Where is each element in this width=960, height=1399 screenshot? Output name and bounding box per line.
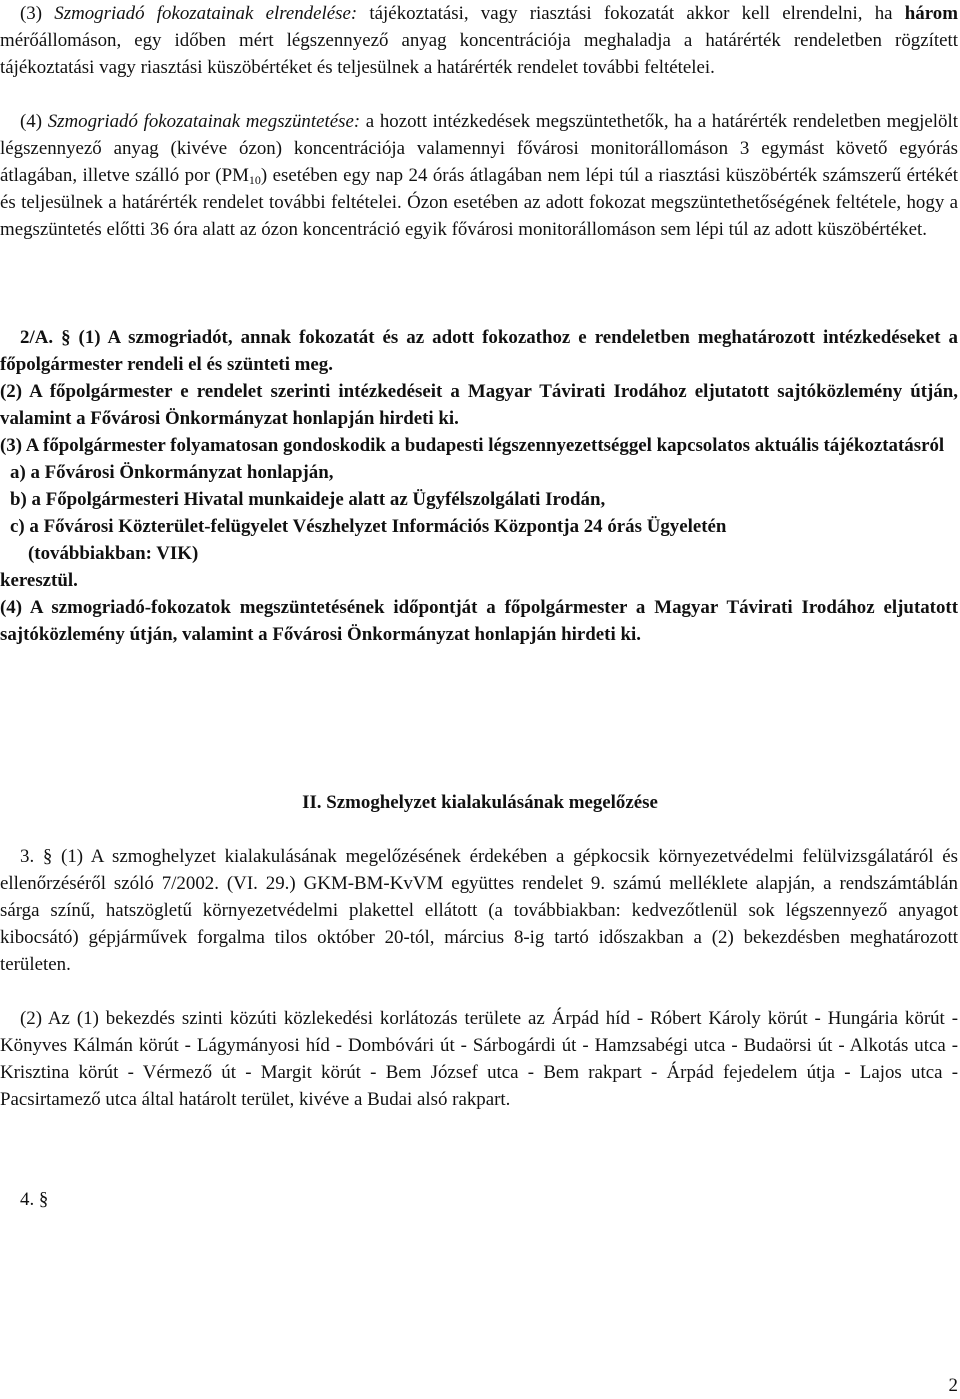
paragraph-text: tájékoztatási, vagy riasztási fokozatát akkor kell elrendelni, ha [369,3,893,24]
paragraph-4-termination [0,108,958,243]
list-closing: keresztül. [0,570,78,591]
paragraph-number: (4) [20,111,43,132]
section-4-start: 4. § [20,1189,49,1210]
paragraph-text: a hozott intézkedések megszüntethetők, ha a határérték rendeletben megjelölt légszennyező anyag (kivéve ózon) koncentrációja valamennyi fővárosi monitorállomáson 3 egymást követő egyórás átlagában, illetve szálló por (PM [0,111,958,186]
list-item: c) a Fővárosi Közterület-felügyelet Vészhelyzet Információs Központja 24 órás Ügyeletén [10,516,727,537]
section-2a-paragraph-2: (2) A főpolgármester e rendelet szerinti intézkedéseit a Magyar Távirati Irodához eljutatott sajtóközlemény útján, valamint a Fővárosi Önkormányzat honlapján hirdeti ki. [0,381,958,429]
page-number: 2 [948,1375,958,1396]
paragraph-title: Szmogriadó fokozatainak elrendelése: [54,3,358,24]
paragraph-3-activation [0,0,958,81]
chapter-heading: II. Szmoghelyzet kialakulásának megelőzése [302,792,658,813]
paragraph-text: ) esetében egy nap 24 órás átlagában nem lépi túl a riasztási küszöbérték számszerű értékét és teljesülnek a határérték rendelet további feltételei. Ózon esetében az adott fokozat megszüntethetőségének feltétele, hogy a megszüntetés előtti 36 óra alatt az ózon koncentráció egyik fővárosi monitorállomáson sem lépi túl az adott küszöbértéket. [0,165,958,240]
section-3-paragraph-1: 3. § (1) A szmoghelyzet kialakulásának megelőzésének érdekében a gépkocsik környezetvédelmi felülvizsgálatáról és ellenőrzéséről szóló 7/2002. (VI. 29.) GKM-BM-KvVM együttes rendelet 9. számú melléklete alapján, a rendszámtáblán sárga színű, hatszögletű környezetvédelmi plakettel ellátott (a továbbiakban: kedvezőtlenül sok légszennyező anyagot kibocsátó) gépjárművek forgalma tilos október 20-tól, március 8-ig tartó időszakban a (2) bekezdésben meghatározott területen. [0,846,958,975]
emphasized-word: három [904,3,958,24]
section-2a-paragraph-3: (3) A főpolgármester folyamatosan gondoskodik a budapesti légszennyezettséggel kapcsolatos aktuális tájékoztatásról [0,435,945,456]
paragraph-number: (3) [20,3,43,24]
section-2a [0,324,958,648]
section-2a-paragraph-4: (4) A szmogriadó-fokozatok megszüntetésének időpontját a főpolgármester a Magyar Távirati Irodához eljutatott sajtóközlemény útján, valamint a Fővárosi Önkormányzat honlapján hirdeti ki. [0,597,958,645]
section-2a-paragraph-1: 2/A. § (1) A szmogriadót, annak fokozatát és az adott fokozathoz e rendeletben meghatározott intézkedéseket a főpolgármester rendeli el és szünteti meg. [0,327,958,375]
list-item-continuation: (továbbiakban: VIK) [28,543,199,564]
paragraph-title: Szmogriadó fokozatainak megszüntetése: [47,111,361,132]
list-item: a) a Fővárosi Önkormányzat honlapján, [10,462,334,483]
list-item: b) a Főpolgármesteri Hivatal munkaideje alatt az Ügyfélszolgálati Irodán, [10,489,606,510]
paragraph-text: mérőállomáson, egy időben mért légszennyező anyag koncentrációja meghaladja a határérték rendeletben rögzített tájékoztatási vagy riasztási küszöbértéket és teljesülnek a határérték rendelet további feltételei. [0,30,958,78]
subscript: 10 [248,173,261,187]
section-3-paragraph-2: (2) Az (1) bekezdés szinti közúti közlekedési korlátozás területe az Árpád híd - Róbert Károly körút - Hungária körút - Könyves Kálmán körút - Lágymányosi híd - Dombóvári út - Sárbogárdi út - Hamzsabégi utca - Budaörsi út - Alkotás utca - Krisztina körút - Vérmező út - Margit körút - Bem József utca - Bem rakpart - Árpád fejedelem útja - Lajos utca - Pacsirtamező utca által határolt terület, kivéve a Budai alsó rakpart. [0,1008,958,1110]
